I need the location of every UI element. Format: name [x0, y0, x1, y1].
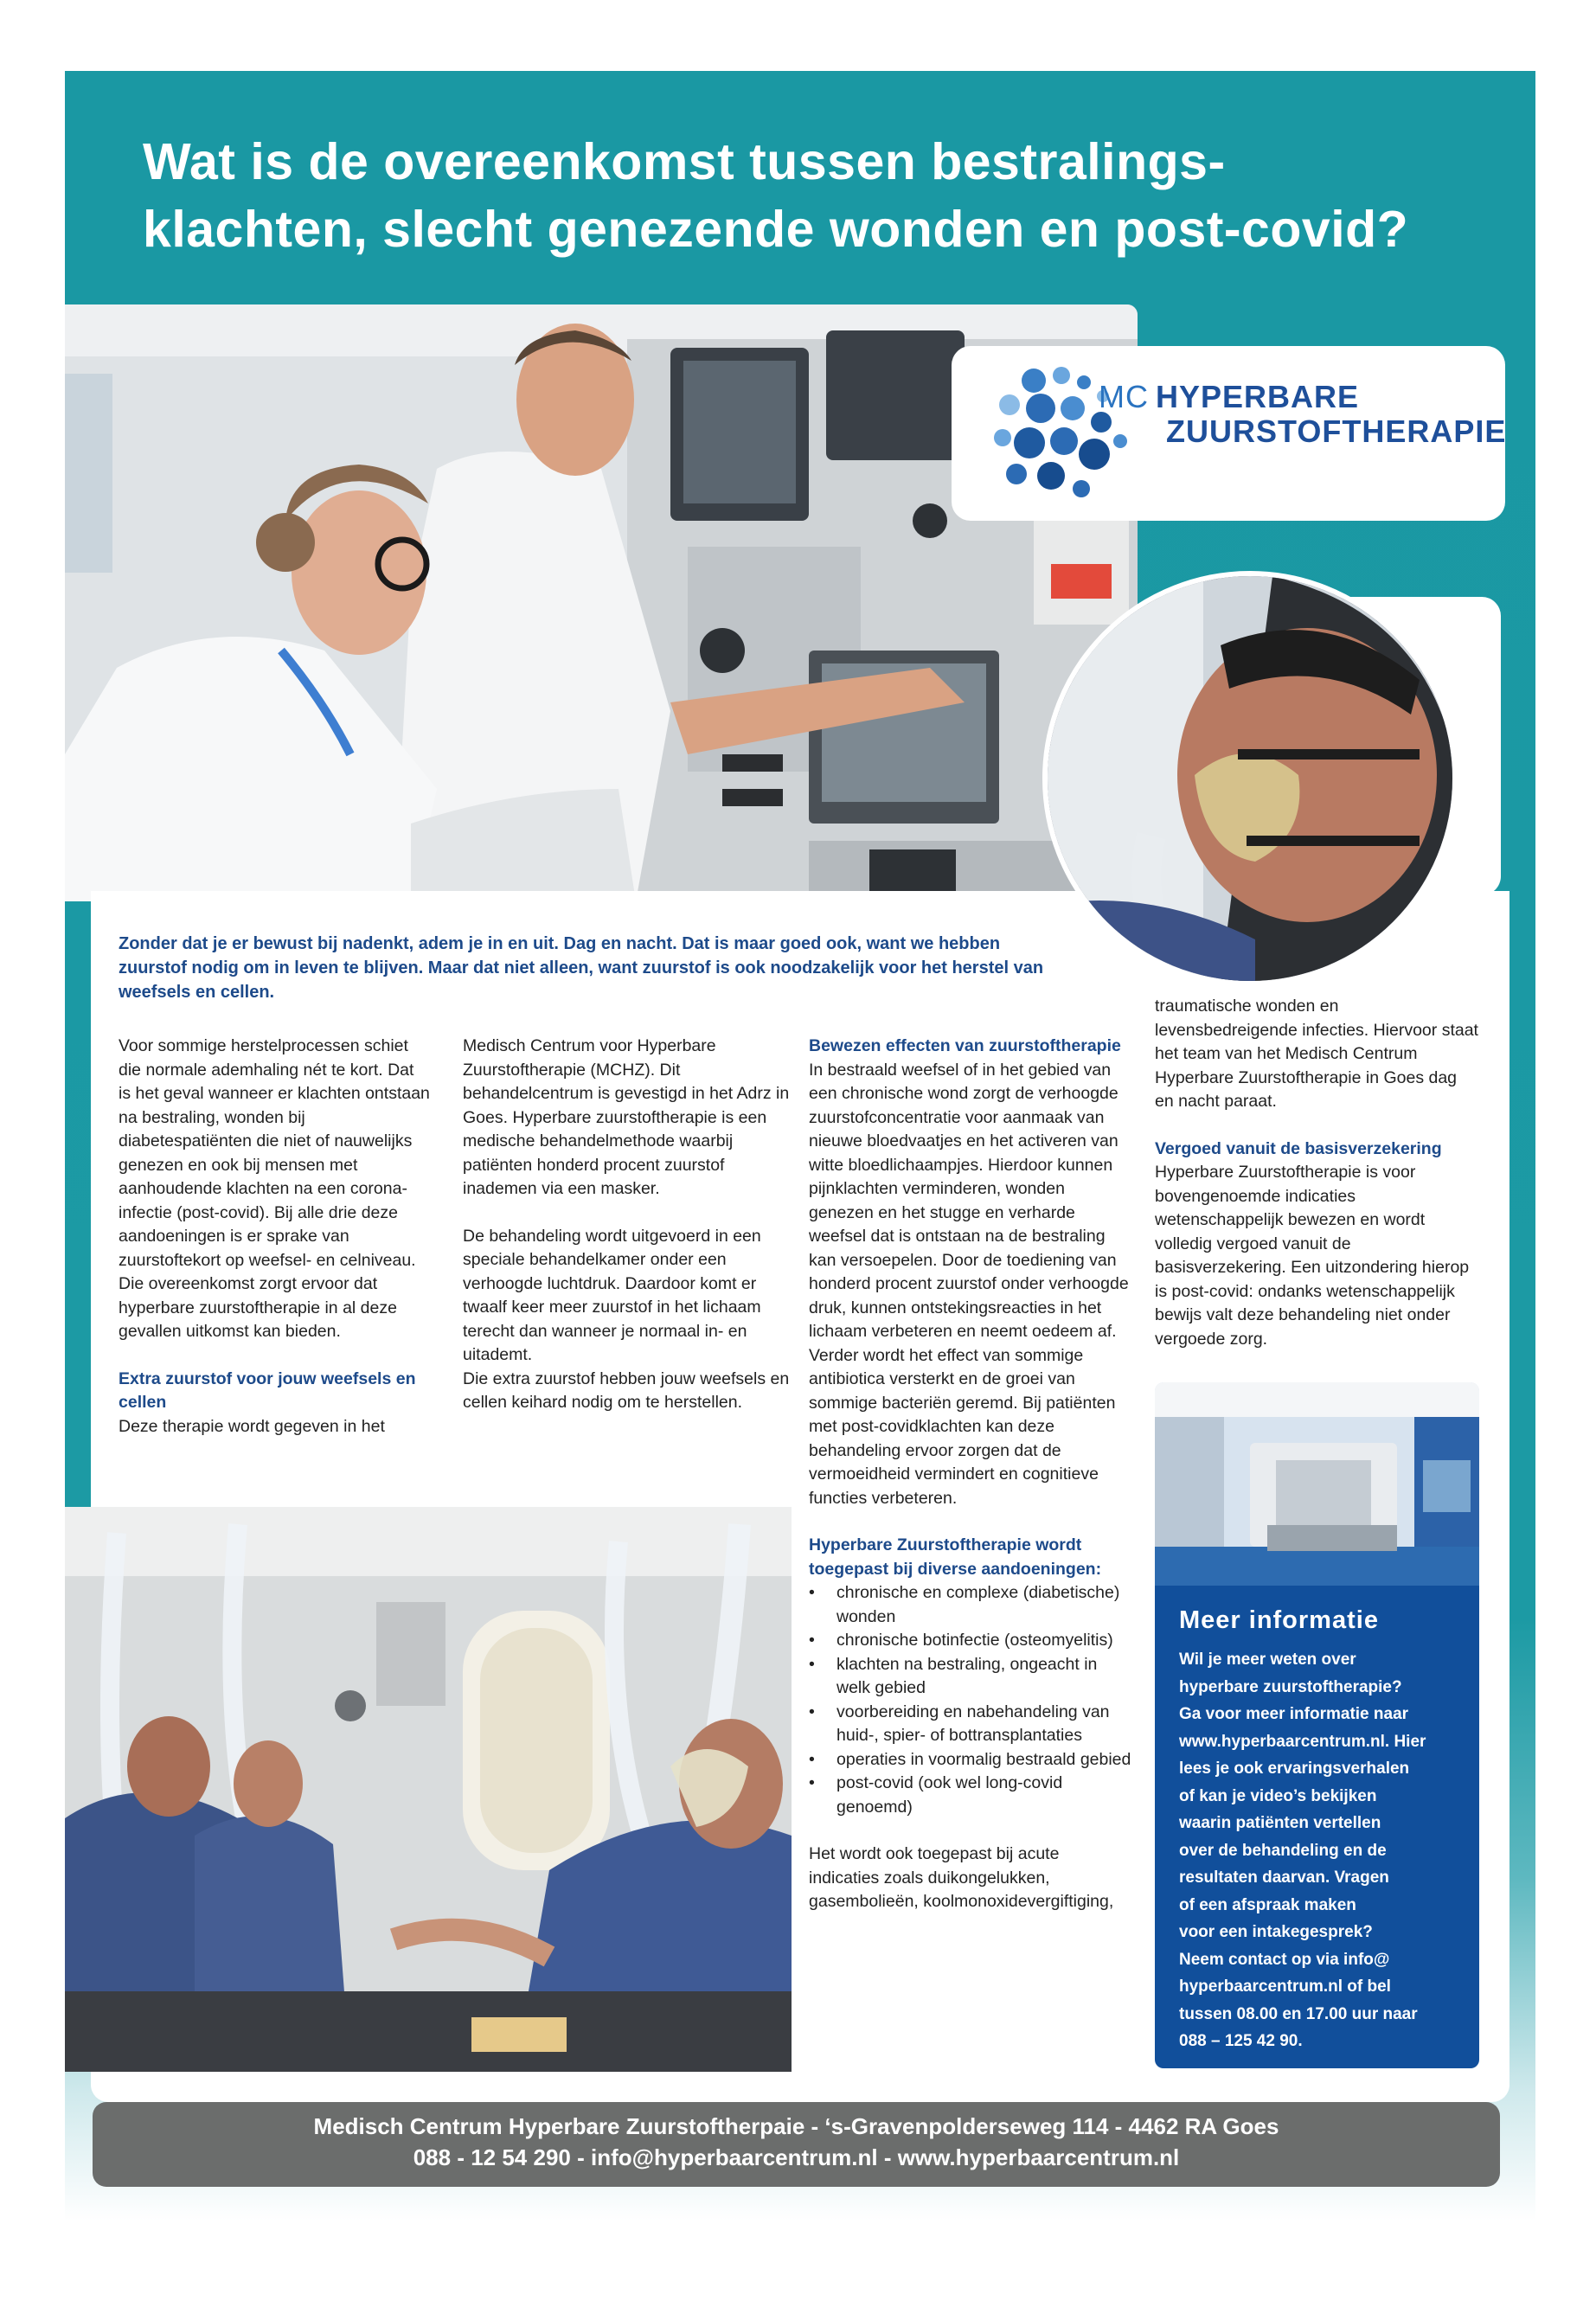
headline-line-1: Wat is de overeenkomst tussen bestralings- — [143, 133, 1226, 190]
footer-contact: 088 - 12 54 290 - info@hyperbaarcentrum.nl - www.hyperbaarcentrum.nl — [413, 2144, 1180, 2170]
col1-paragraph-1: Voor sommige herstelprocessen schiet die normale ademhaling nét te kort. Dat is het geval wanneer er klachten ontstaan na bestraling, wonden bij diabetespatiënten die niet of nauwelijks genezen en ook bij mensen met aanhoudende klachten na een corona-infectie (post-covid). Bij alle drie deze aandoeningen is er sprake van zuurstoftekort op weefsel- en celniveau. Die overeenkomst zorgt ervoor dat hyperbare zuurstoftherapie in al deze gevallen uitkomst kan bieden. — [119, 1036, 430, 1341]
logo-mc: MC — [1099, 379, 1149, 414]
info-title: Meer informatie — [1179, 1606, 1379, 1634]
col3-subheading-2: Hyperbare Zuurstoftherapie wordt toegepast bij diverse aandoeningen: — [809, 1535, 1102, 1579]
col4-paragraph-2: Hyperbare Zuurstoftherapie is voor bovengenoemde indicaties wetenschappelijk bewezen en wordt volledig vergoed vanuit de basisverzekering. Een uitzondering hierop is post-covid: ondanks wetenschappelijk bewijs valt deze behandeling niet onder vergoede zorg. — [1155, 1163, 1470, 1349]
info-body: Wil je meer weten over hyperbare zuurstoftherapie? Ga voor meer informatie naar www.hyperbaarcentrum.nl. Hier lees je ook ervaringsverhalen of kan je video’s bekijken waarin patiënten vertellen over de behandeling en de resultaten daarvan. Vragen of een afspraak maken voor een intakegesprek? Neem contact op via info@ hyperbaarcentrum.nl of bel tussen 08.00 en 17.00 uur naar 088 – 125 42 90. — [1179, 1650, 1426, 2050]
col3-subheading-1: Bewezen effecten van zuurstoftherapie — [809, 1036, 1121, 1055]
column-3 — [809, 1035, 1133, 1914]
list-item: • chronische botinfectie (osteomyelitis) — [836, 1629, 1133, 1653]
col3-paragraph-2: Het wordt ook toegepast bij acute indicaties zoals duikongelukken, gasembolieën, koolmonoxidevergiftiging, — [809, 1844, 1114, 1911]
footer-address: Medisch Centrum Hyperbare Zuurstoftherpaie - ‘s-Gravenpolderseweg 114 - 4462 RA Goes — [313, 2113, 1279, 2139]
photo-treatment-room — [1155, 1382, 1479, 1586]
col2-paragraph-1: Medisch Centrum voor Hyperbare Zuurstoftherapie (MCHZ). Dit behandelcentrum is gevestigd in het Adrz in Goes. Hyperbare zuurstoftherapie is een medische behandelmethode waarbij patiënten honderd procent zuurstof inademen via een masker. — [463, 1036, 790, 1198]
headline-line-2: klachten, slecht genezende wonden en post-covid? — [143, 201, 1409, 258]
col4-subheading: Vergoed vanuit de basisverzekering — [1155, 1138, 1442, 1158]
col1-paragraph-2: Deze therapie wordt gegeven in het — [119, 1416, 385, 1436]
column-4 — [1155, 995, 1479, 1351]
logo-hyperbare: HYPERBARE — [1156, 379, 1360, 414]
conditions-list — [809, 1581, 1133, 1819]
col2-paragraph-2: De behandeling wordt uitgevoerd in een speciale behandelkamer onder een verhoogde luchtdruk. Daardoor komt er twaalf keer meer zuurstof in het lichaam terecht dan wanneer je normaal in- en uitademt. — [463, 1226, 761, 1364]
list-item: • operaties in voormalig bestraald gebied — [836, 1748, 1133, 1772]
col3-paragraph-1: In bestraald weefsel of in het gebied van een chronische wond zorgt de verhoogde zuurstofconcentratie voor aanmaak van nieuwe bloedvaatjes en het activeren van witte bloedlichaampjes. Hierdoor kunnen pijnklachten verminderen, wonden genezen en het stugge en verharde weefsel dat is ontstaan na de bestraling kan versoepelen. Door de toediening van honderd procent zuurstof onder verhoogde druk, kunnen ontstekingsreacties in het lichaam verbeteren en neemt oedeem af. Verder wordt het effect van sommige antibiotica versterkt en de groei van sommige bacteriën geremd. Bij patiënten met post-covidklachten kan deze behandeling ervoor zorgen dat de vermoeidheid vermindert en cognitieve functies verbeteren. — [809, 1060, 1129, 1508]
logo-card — [952, 346, 1505, 521]
col2-paragraph-3: Die extra zuurstof hebben jouw weefsels en cellen keihard nodig om te herstellen. — [463, 1368, 790, 1412]
list-item: • klachten na bestraling, ongeacht in welk gebied — [836, 1653, 1133, 1701]
list-item: • chronische en complexe (diabetische) wonden — [836, 1581, 1133, 1629]
photo-hyperbaric-chamber-patients — [65, 1507, 792, 2072]
headline — [143, 128, 1492, 263]
list-item: • post-covid (ook wel long-covid genoemd) — [836, 1772, 1133, 1819]
col4-paragraph-1: traumatische wonden en levensbedreigende infecties. Hiervoor staat het team van het Medisch Centrum Hyperbare Zuurstoftherapie in Goes dag en nacht paraat. — [1155, 997, 1478, 1111]
column-2 — [463, 1035, 796, 1415]
col1-subheading: Extra zuurstof voor jouw weefsels en cellen — [119, 1368, 416, 1412]
column-1 — [119, 1035, 430, 1439]
list-item: • voorbereiding en nabehandeling van huid-, spier- of bottransplantaties — [836, 1701, 1133, 1748]
photo-patient-oxygen-mask — [1042, 571, 1458, 986]
logo-text-line-2: ZUURSTOFTHERAPIE — [1166, 413, 1507, 449]
intro-text: Zonder dat je er bewust bij nadenkt, adem je in en uit. Dag en nacht. Dat is maar goed ook, want we hebben zuurstof nodig om in leven te blijven. Maar dat niet alleen, want zuurstof is ook noodzakelijk voor het herstel van weefsels en cellen. — [119, 934, 1044, 1002]
logo-text-line-1 — [1099, 379, 1359, 415]
